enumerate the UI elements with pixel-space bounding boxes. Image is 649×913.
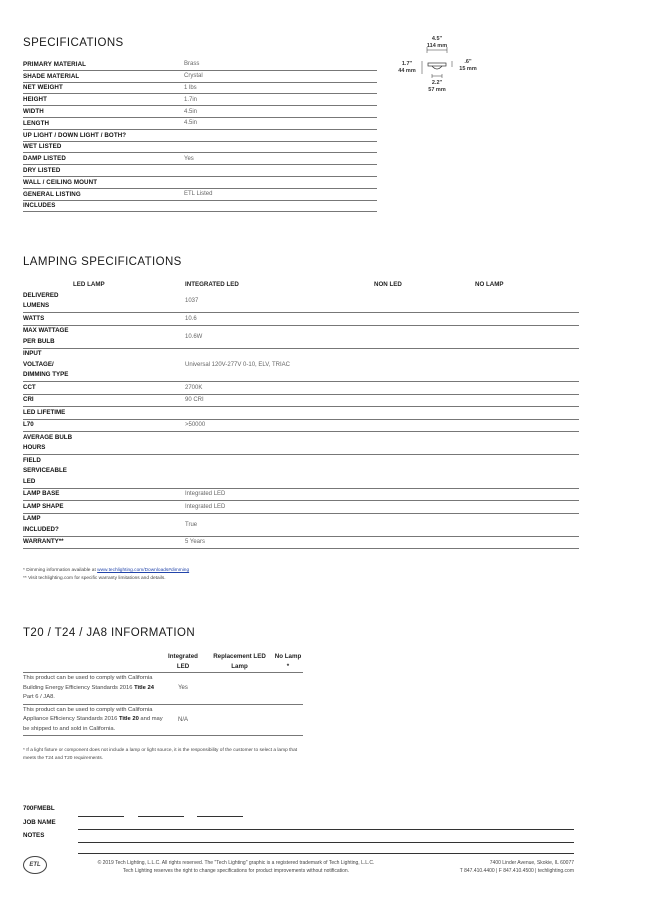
- footer-address: 7400 Linder Avenue, Skokie, IL 60077: [489, 860, 574, 866]
- t20-header: [23, 650, 303, 672]
- lamping-row: [23, 489, 579, 502]
- spec-value: Yes: [184, 155, 194, 162]
- spec-key: GENERAL LISTING: [23, 190, 81, 198]
- col-non-led: NON LED: [374, 281, 402, 288]
- etl-certification-logo: ETL: [23, 856, 47, 874]
- notes-line-2[interactable]: [78, 853, 574, 854]
- lamping-value: 10.6: [185, 315, 197, 322]
- dim-bottom: 2.2" 57 mm: [428, 80, 446, 93]
- lamping-key: MAX WATTAGE PER BULB: [23, 327, 69, 345]
- col-no-lamp: NO LAMP: [475, 281, 504, 288]
- lamping-footnotes: [23, 567, 189, 582]
- spec-key: PRIMARY MATERIAL: [23, 60, 87, 68]
- lamping-row: [23, 420, 579, 433]
- t20-title: T20 / T24 / JA8 INFORMATION: [23, 627, 196, 639]
- lamping-key: FIELD SERVICEABLE LED: [23, 456, 67, 485]
- col-no-lamp-t20: No Lamp *: [274, 653, 302, 670]
- lamping-row: [23, 432, 579, 455]
- dimming-footnote: * Dimming information available at www.techlighting.com/Downloads#dimming: [23, 568, 190, 573]
- spec-key: INCLUDES: [23, 202, 56, 210]
- footer-phone: T 847.410.4400 | F 847.410.4500 | techlighting.com: [459, 868, 574, 874]
- lamping-value: Integrated LED: [185, 503, 226, 510]
- spec-row: [23, 83, 377, 95]
- footer-legal: © 2019 Tech Lighting, L.L.C. All rights reserved. The "Tech Lighting" graphic is a registered trademark of Tech Lighting, L.L.C. Tech Lighting reserves the right to change specifications for product improvements without notification.: [97, 860, 375, 874]
- lamping-row: [23, 455, 579, 489]
- model-blank-2[interactable]: [138, 816, 184, 817]
- spec-row: [23, 153, 377, 165]
- lamping-key: AVERAGE BULB HOURS: [23, 433, 73, 451]
- dim-top: 4.5" 114 mm: [426, 36, 448, 49]
- model-blank-3[interactable]: [197, 816, 243, 817]
- lamping-key: CRI: [23, 396, 34, 403]
- lamping-value: True: [185, 521, 198, 528]
- lamping-value: Integrated LED: [185, 491, 226, 498]
- spec-value: 4.5in: [184, 108, 198, 115]
- lamping-row: [23, 313, 579, 326]
- spec-row: [23, 189, 377, 201]
- lamping-row: [23, 407, 579, 420]
- spec-key: WALL / CEILING MOUNT: [23, 178, 98, 186]
- lamping-header: [23, 279, 579, 290]
- spec-row: [23, 118, 377, 130]
- notes-line-1[interactable]: [78, 842, 574, 843]
- spec-row: [23, 130, 377, 142]
- lamping-key: INPUT VOLTAGE/ DIMMING TYPE: [23, 350, 69, 378]
- spec-key: HEIGHT: [23, 96, 47, 104]
- spec-value: 1.7in: [184, 96, 198, 103]
- lamping-value: Universal 120V-277V 0-10, ELV, TRIAC: [185, 361, 290, 368]
- spec-key: NET WEIGHT: [23, 84, 63, 92]
- lamping-title: LAMPING SPECIFICATIONS: [23, 256, 182, 268]
- t20-table: [23, 672, 303, 736]
- lamping-key: LED LIFETIME: [23, 408, 66, 416]
- dim-left: 1.7" 44 mm: [398, 61, 416, 74]
- spec-row: [23, 71, 377, 83]
- model-blank-1[interactable]: [78, 816, 124, 817]
- t20-row-title24: [23, 673, 303, 705]
- lamping-key: L70: [23, 421, 34, 428]
- job-name-line[interactable]: [78, 829, 574, 830]
- spec-row: [23, 94, 377, 106]
- spec-key: DRY LISTED: [23, 167, 61, 175]
- lamping-key: CCT: [23, 383, 36, 391]
- t20-row-title20: [23, 705, 303, 737]
- spec-key: WET LISTED: [23, 143, 62, 151]
- lamping-value: 10.6W: [185, 333, 203, 340]
- dimension-diagram: [394, 34, 484, 98]
- footer-contact: [394, 859, 574, 875]
- spec-key: DAMP LISTED: [23, 155, 66, 163]
- col-replacement: Replacement LED Lamp: [213, 653, 266, 670]
- lamping-row: [23, 382, 579, 395]
- spec-row: [23, 165, 377, 177]
- lamping-row: [23, 290, 579, 313]
- lamping-row: [23, 501, 579, 514]
- spec-key: LENGTH: [23, 119, 50, 127]
- lamping-row: [23, 514, 579, 537]
- specifications-table: [23, 59, 377, 212]
- lamping-value: 5 Years: [185, 539, 206, 546]
- spec-value: Crystal: [184, 73, 203, 80]
- dimming-link[interactable]: www.techlighting.com/Downloads#dimming: [97, 568, 190, 573]
- spec-value: 4.5in: [184, 120, 198, 127]
- t20-row-value: Yes: [178, 685, 188, 692]
- spec-row: [23, 177, 377, 189]
- t20-row-text: This product can be used to comply with California Appliance Efficiency Standards 2016 Title 20 and may be shipped to and sold in California.: [23, 706, 163, 732]
- spec-key: UP LIGHT / DOWN LIGHT / BOTH?: [23, 131, 127, 139]
- lamping-value: 90 CRI: [185, 397, 204, 404]
- lamping-key: WATTS: [23, 314, 45, 322]
- lamping-row: [23, 326, 579, 349]
- t20-footnote: * If a light fixture or component does not include a lamp or light source, it is the responsibility of the customer to select a lamp that meets the T24 and T20 requirements.: [23, 748, 298, 761]
- spec-row: [23, 106, 377, 118]
- dim-right: .6" 15 mm: [459, 59, 477, 72]
- spec-row: [23, 59, 377, 71]
- lamping-row: [23, 349, 579, 383]
- lamping-key: LAMP BASE: [23, 490, 60, 497]
- spec-value: Brass: [184, 61, 200, 68]
- job-name-label: JOB NAME: [23, 819, 56, 826]
- spec-value: 1 lbs: [184, 84, 197, 91]
- t20-row-value: N/A: [177, 716, 188, 723]
- spec-row: [23, 201, 377, 213]
- lamping-value: 1037: [185, 298, 199, 304]
- lamping-table: [23, 290, 579, 549]
- spec-key: WIDTH: [23, 108, 44, 116]
- lamping-key: LAMP INCLUDED?: [23, 515, 59, 533]
- spec-key: SHADE MATERIAL: [23, 72, 80, 80]
- specifications-title: SPECIFICATIONS: [23, 37, 124, 49]
- spec-value: ETL Listed: [184, 191, 213, 198]
- col-integrated: Integrated LED: [168, 653, 198, 670]
- warranty-footnote: ** Visit techlighting.com for specific warranty limitations and details.: [23, 575, 166, 581]
- lamping-key: DELIVERED LUMENS: [23, 291, 59, 309]
- lamping-row: [23, 395, 579, 408]
- t20-row-text: This product can be used to comply with California Building Energy Efficiency Standards 2016 Title 24 Part 6 / JA8.: [23, 675, 154, 700]
- col-led-lamp: LED LAMP: [73, 281, 105, 288]
- lamping-value: 2700K: [185, 384, 203, 391]
- model-number: 700FMEBL: [23, 805, 55, 812]
- lamping-row: [23, 537, 579, 550]
- notes-label: NOTES: [23, 832, 45, 839]
- spec-row: [23, 142, 377, 154]
- col-integrated-led: INTEGRATED LED: [185, 281, 239, 288]
- lamping-key: LAMP SHAPE: [23, 502, 64, 510]
- lamping-value: >50000: [185, 422, 206, 429]
- lamping-key: WARRANTY**: [23, 538, 64, 545]
